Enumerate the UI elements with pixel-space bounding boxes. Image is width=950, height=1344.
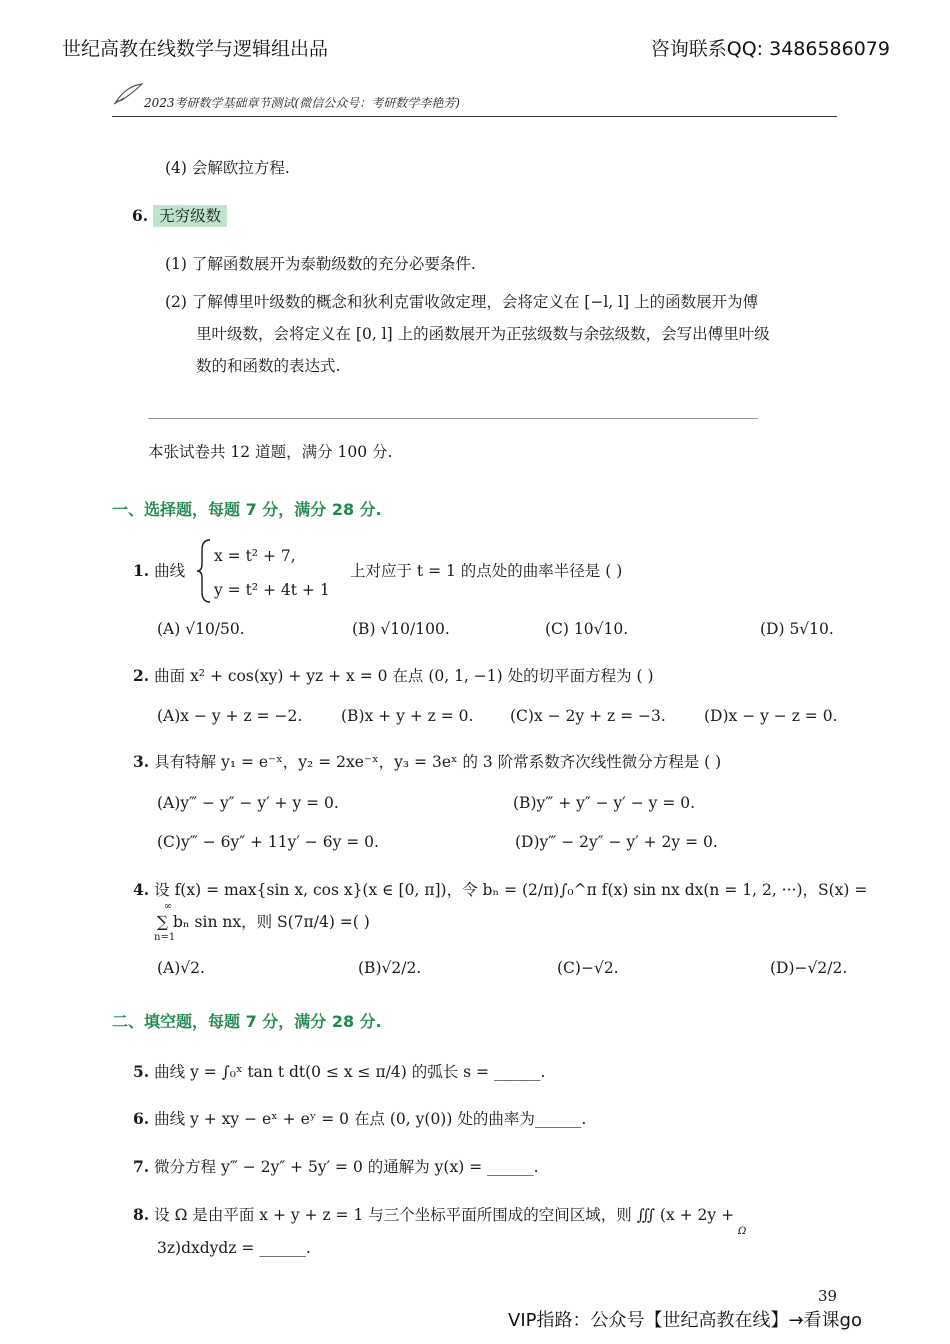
header-subtitle: 2023考研数学基础章节测试(微信公众号：考研数学李艳芳): [144, 96, 460, 110]
q4-option-d: (D)−√2/2.: [770, 959, 848, 977]
q6-number: 6: [133, 1109, 144, 1128]
q6-stem: 6. 曲线 y + xy − eˣ + eʸ = 0 在点 (0, y(0)) 处的曲率为______.: [133, 1109, 587, 1128]
header-left-title: 世纪高教在线数学与逻辑组出品: [62, 38, 329, 60]
q3-text: 具有特解 y₁ = e⁻ˣ，y₂ = 2xe⁻ˣ，y₃ = 3eˣ 的 3 阶常系数齐次线性微分方程是 ( ): [154, 753, 722, 771]
q4-line1-text: 设 f(x) = max{sin x, cos x}(x ∈ [0, π])，令 bₙ = (2/π)∫₀^π f(x) sin nx dx(n = 1, 2, ···)，S(x) =: [154, 881, 868, 899]
q1-option-d: (D) 5√10.: [760, 620, 834, 638]
q2-option-b: (B)x + y + z = 0.: [341, 707, 474, 725]
q1-number: 1: [133, 561, 144, 580]
q5-text: 曲线 y = ∫₀ˣ tan t dt(0 ≤ x ≤ π/4) 的弧长 s = ______.: [154, 1063, 546, 1081]
q3-stem: 3. 具有特解 y₁ = e⁻ˣ，y₂ = 2xe⁻ˣ，y₃ = 3eˣ 的 3 阶常系数齐次线性微分方程是 ( ): [133, 752, 722, 771]
q1-eq2: y = t² + 4t + 1: [214, 581, 330, 599]
q4-sum-top: ∞: [163, 901, 173, 912]
q8-line2: 3z)dxdydz = ______.: [157, 1239, 311, 1257]
q1-eq1: x = t² + 7,: [214, 547, 296, 565]
footer-vip-link[interactable]: VIP指路：公众号【世纪高教在线】→看课go: [508, 1310, 862, 1331]
q2-number: 2: [133, 666, 144, 685]
q1-option-a: (A) √10/50.: [157, 620, 245, 638]
q1-option-b: (B) √10/100.: [352, 620, 450, 638]
q2-stem: 2. 曲面 x² + cos(xy) + yz + x = 0 在点 (0, 1, −1) 处的切平面方程为 ( ): [133, 666, 654, 685]
q1-lead: 1. 曲线: [133, 561, 186, 580]
section-6-number: 6.: [132, 206, 149, 225]
q2-option-d: (D)x − y − z = 0.: [704, 707, 838, 725]
q8-omega: Ω: [738, 1226, 747, 1237]
section-divider: [148, 418, 758, 419]
q4-option-a: (A)√2.: [157, 959, 205, 977]
q7-number: 7: [133, 1157, 144, 1176]
syllabus-6-1: (1) 了解函数展开为泰勒级数的充分必要条件.: [165, 255, 476, 273]
q6-text: 曲线 y + xy − eˣ + eʸ = 0 在点 (0, y(0)) 处的曲率为______.: [154, 1110, 587, 1128]
section-6-heading: [132, 205, 227, 227]
syllabus-6-2-line2: 里叶级数，会将定义在 [0, l] 上的函数展开为正弦级数与余弦级数，会写出傅里叶级: [196, 325, 770, 343]
q5-stem: 5. 曲线 y = ∫₀ˣ tan t dt(0 ≤ x ≤ π/4) 的弧长 s = ______.: [133, 1062, 546, 1081]
q7-stem: 7. 微分方程 y‴ − 2y″ + 5y′ = 0 的通解为 y(x) = ______.: [133, 1157, 539, 1176]
q3-option-a: (A)y‴ − y″ − y′ + y = 0.: [157, 794, 339, 812]
q4-number: 4: [133, 880, 144, 899]
q1-lead-text: 曲线: [154, 562, 186, 580]
quill-icon: [112, 82, 146, 106]
q1-tail: 上对应于 t = 1 的点处的曲率半径是 ( ): [350, 562, 623, 580]
q2-option-a: (A)x − y + z = −2.: [157, 707, 303, 725]
q2-text: 曲面 x² + cos(xy) + yz + x = 0 在点 (0, 1, −1) 处的切平面方程为 ( ): [154, 667, 654, 685]
page-number: 39: [818, 1287, 838, 1305]
q1-option-c: (C) 10√10.: [545, 620, 629, 638]
q1-brace: [196, 538, 212, 604]
q3-number: 3: [133, 752, 144, 771]
q8-line1-text: 设 Ω 是由平面 x + y + z = 1 与三个坐标平面所围成的空间区域，则 ∭ (x + 2y +: [154, 1206, 735, 1224]
q5-number: 5: [133, 1062, 144, 1081]
q4-line2: ∑ bₙ sin nx，则 S(7π/4) =( ): [157, 913, 370, 931]
section-6-title: 无穷级数: [153, 205, 227, 227]
part2-title: 二、填空题，每题 7 分，满分 28 分.: [112, 1012, 382, 1031]
q4-option-b: (B)√2/2.: [358, 959, 422, 977]
q8-line1: 8. 设 Ω 是由平面 x + y + z = 1 与三个坐标平面所围成的空间区域，则 ∭ (x + 2y +: [133, 1205, 735, 1224]
q7-text: 微分方程 y‴ − 2y″ + 5y′ = 0 的通解为 y(x) = ______.: [154, 1158, 539, 1176]
header-contact: 咨询联系QQ: 3486586079: [650, 38, 890, 60]
q3-option-d: (D)y‴ − 2y″ − y′ + 2y = 0.: [515, 833, 718, 851]
exam-note: 本张试卷共 12 道题，满分 100 分.: [148, 443, 393, 461]
syllabus-6-2-line3: 数的和函数的表达式.: [196, 357, 341, 375]
header-divider: [112, 116, 837, 117]
syllabus-6-2-line1: (2) 了解傅里叶级数的概念和狄利克雷收敛定理，会将定义在 [−l, l] 上的函数展开为傅: [165, 293, 759, 311]
q4-line1: 4. 设 f(x) = max{sin x, cos x}(x ∈ [0, π])，令 bₙ = (2/π)∫₀^π f(x) sin nx dx(n = 1, 2, ···)，S(x) =: [133, 880, 868, 899]
q3-option-b: (B)y‴ + y″ − y′ − y = 0.: [513, 794, 696, 812]
q3-option-c: (C)y‴ − 6y″ + 11y′ − 6y = 0.: [157, 833, 379, 851]
q8-number: 8: [133, 1205, 144, 1224]
q4-option-c: (C)−√2.: [557, 959, 619, 977]
part1-title: 一、选择题，每题 7 分，满分 28 分.: [112, 500, 382, 519]
q4-sum-bottom: n=1: [154, 932, 176, 943]
syllabus-item-4: (4) 会解欧拉方程.: [165, 159, 290, 177]
q2-option-c: (C)x − 2y + z = −3.: [510, 707, 666, 725]
